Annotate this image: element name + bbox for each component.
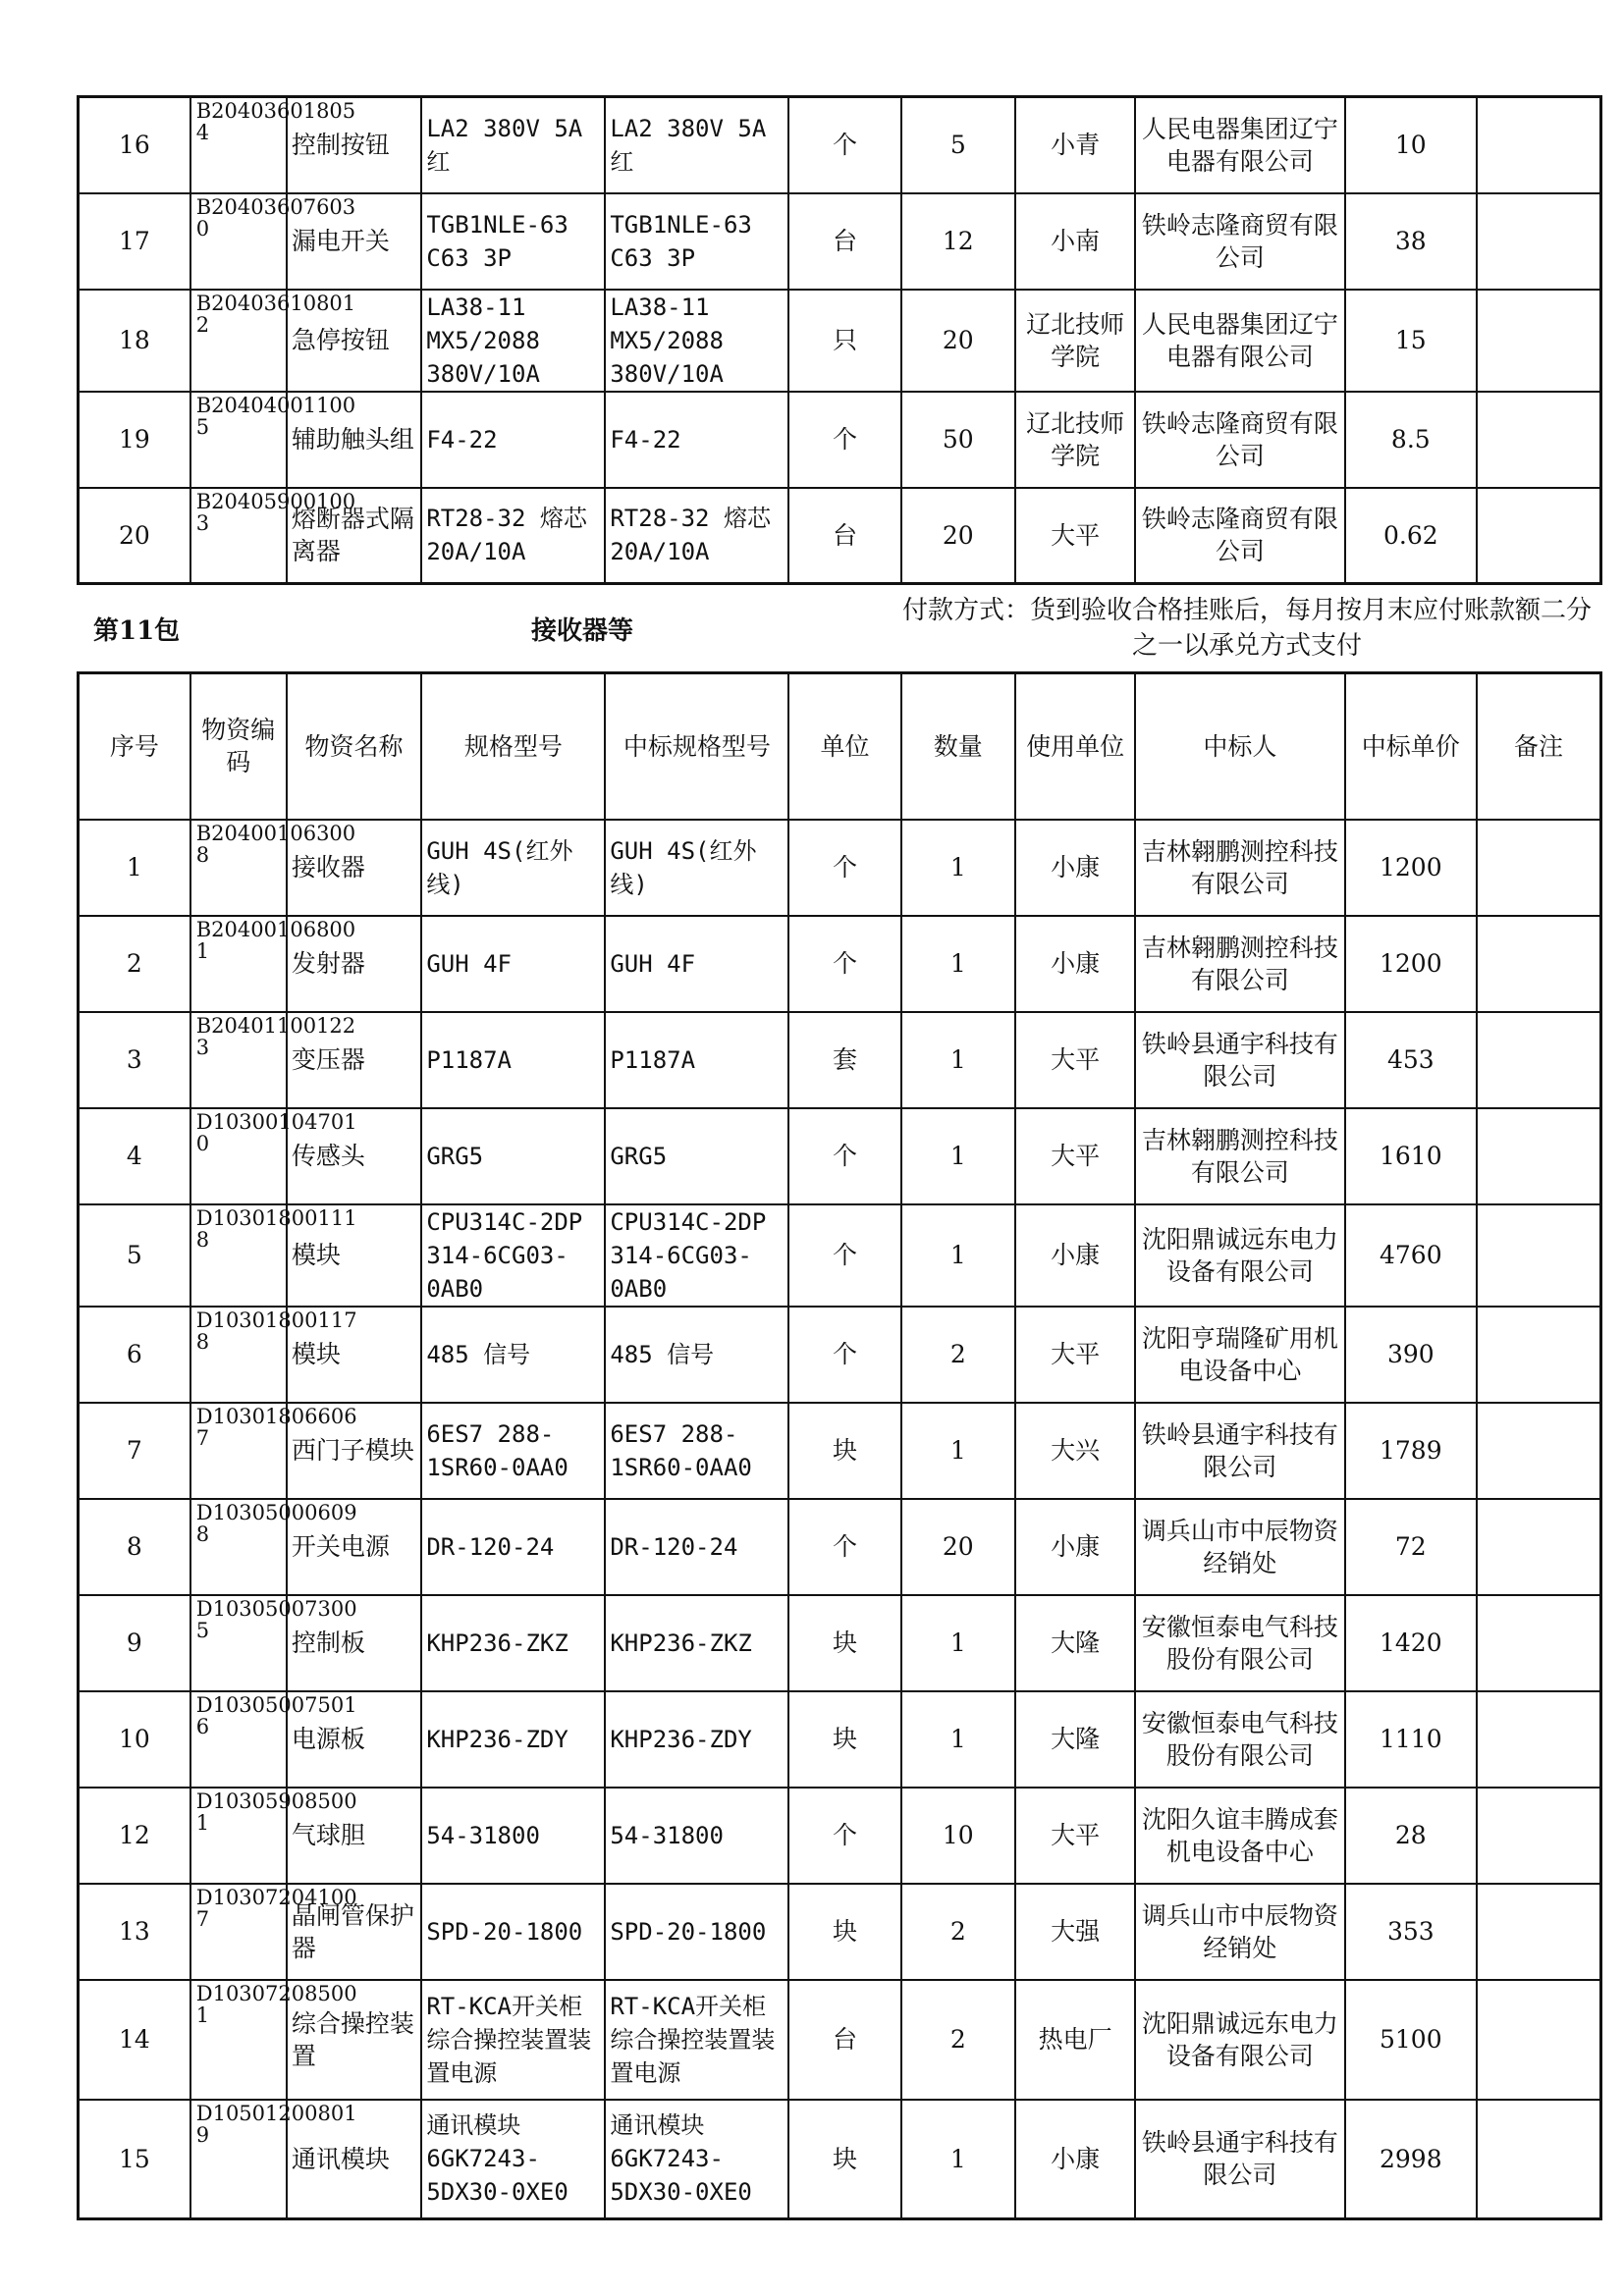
cell-name: 通讯模块: [287, 2100, 422, 2219]
table-header-row: [79, 673, 1601, 820]
cell-note: [1477, 1108, 1600, 1204]
cell-spec: LA38-11 MX5/2088 380V/10A: [421, 290, 605, 392]
cell-winner: 铁岭县通宇科技有限公司: [1135, 2100, 1344, 2219]
cell-no: 16: [79, 97, 190, 193]
cell-qty: 2: [901, 1980, 1015, 2100]
cell-winner: 吉林翱鹏测控科技有限公司: [1135, 820, 1344, 916]
cell-code: B20403610801 2: [190, 290, 287, 392]
cell-price: 0.62: [1345, 488, 1477, 584]
cell-code: B20405900100 3: [190, 488, 287, 584]
cell-winner: 铁岭志隆商贸有限公司: [1135, 488, 1344, 584]
cell-price: 28: [1345, 1788, 1477, 1884]
table-row: [79, 488, 1601, 584]
cell-name: 西门子模块: [287, 1403, 422, 1499]
cell-bid-spec: GRG5: [605, 1108, 788, 1204]
cell-winner: 吉林翱鹏测控科技有限公司: [1135, 916, 1344, 1012]
payment-terms: 付款方式：货到验收合格挂账后，每月按月末应付账款额二分之一以承兑方式支付: [901, 596, 1592, 661]
cell-unit: 块: [788, 2100, 900, 2219]
cell-unit: 个: [788, 97, 900, 193]
cell-unit: 个: [788, 1204, 900, 1307]
cell-user: 小青: [1015, 97, 1135, 193]
table-row: [79, 2100, 1601, 2219]
cell-unit: 个: [788, 392, 900, 488]
cell-unit: 只: [788, 290, 900, 392]
cell-no: 19: [79, 392, 190, 488]
package-name: 接收器等: [531, 616, 634, 646]
cell-note: [1477, 1691, 1600, 1788]
cell-spec: TGB1NLE-63 C63 3P: [421, 193, 605, 290]
cell-note: [1477, 1980, 1600, 2100]
cell-code: B20400106800 1: [190, 916, 287, 1012]
cell-unit: 个: [788, 916, 900, 1012]
cell-user: 大平: [1015, 1788, 1135, 1884]
table-row: [79, 820, 1601, 916]
table-row: [79, 392, 1601, 488]
cell-unit: 个: [788, 1108, 900, 1204]
cell-qty: 20: [901, 1499, 1015, 1595]
cell-no: 1: [79, 820, 190, 916]
cell-user: 大平: [1015, 1108, 1135, 1204]
cell-no: 20: [79, 488, 190, 584]
cell-bid-spec: LA2 380V 5A 红: [605, 97, 788, 193]
cell-bid-spec: GUH 4S(红外线): [605, 820, 788, 916]
cell-unit: 个: [788, 1307, 900, 1403]
cell-bid-spec: RT28-32 熔芯 20A/10A: [605, 488, 788, 584]
cell-note: [1477, 916, 1600, 1012]
cell-no: 8: [79, 1499, 190, 1595]
cell-qty: 1: [901, 1204, 1015, 1307]
header-no: 序号: [79, 673, 190, 820]
header-user: 使用单位: [1015, 673, 1135, 820]
cell-user: 大平: [1015, 1307, 1135, 1403]
cell-winner: 调兵山市中辰物资经销处: [1135, 1884, 1344, 1980]
cell-spec: KHP236-ZDY: [421, 1691, 605, 1788]
cell-spec: RT-KCA开关柜综合操控装置装置电源: [421, 1980, 605, 2100]
cell-no: 18: [79, 290, 190, 392]
header-name: 物资名称: [287, 673, 422, 820]
cell-winner: 铁岭县通宇科技有限公司: [1135, 1403, 1344, 1499]
cell-qty: 1: [901, 1012, 1015, 1108]
cell-spec: KHP236-ZKZ: [421, 1595, 605, 1691]
cell-code: D10501200801 9: [190, 2100, 287, 2219]
table-row: [79, 1884, 1601, 1980]
cell-user: 大强: [1015, 1884, 1135, 1980]
cell-bid-spec: TGB1NLE-63 C63 3P: [605, 193, 788, 290]
cell-price: 390: [1345, 1307, 1477, 1403]
cell-winner: 人民电器集团辽宁电器有限公司: [1135, 97, 1344, 193]
cell-note: [1477, 1788, 1600, 1884]
cell-no: 17: [79, 193, 190, 290]
cell-note: [1477, 193, 1600, 290]
cell-user: 小康: [1015, 1204, 1135, 1307]
cell-no: 9: [79, 1595, 190, 1691]
table-row: [79, 193, 1601, 290]
cell-note: [1477, 820, 1600, 916]
cell-bid-spec: DR-120-24: [605, 1499, 788, 1595]
cell-no: 7: [79, 1403, 190, 1499]
cell-price: 453: [1345, 1012, 1477, 1108]
cell-bid-spec: 485 信号: [605, 1307, 788, 1403]
cell-no: 2: [79, 916, 190, 1012]
cell-note: [1477, 1499, 1600, 1595]
cell-name: 漏电开关: [287, 193, 422, 290]
cell-user: 小康: [1015, 916, 1135, 1012]
cell-unit: 套: [788, 1012, 900, 1108]
cell-qty: 5: [901, 97, 1015, 193]
cell-price: 38: [1345, 193, 1477, 290]
cell-winner: 铁岭县通宇科技有限公司: [1135, 1012, 1344, 1108]
cell-unit: 台: [788, 1980, 900, 2100]
cell-user: 热电厂: [1015, 1980, 1135, 2100]
cell-qty: 1: [901, 1403, 1015, 1499]
cell-bid-spec: CPU314C-2DP 314-6CG03-0AB0: [605, 1204, 788, 1307]
cell-winner: 调兵山市中辰物资经销处: [1135, 1499, 1344, 1595]
cell-spec: P1187A: [421, 1012, 605, 1108]
cell-user: 小康: [1015, 1499, 1135, 1595]
package-11-table: [77, 671, 1602, 2220]
cell-winner: 人民电器集团辽宁电器有限公司: [1135, 290, 1344, 392]
cell-qty: 2: [901, 1884, 1015, 1980]
cell-user: 大隆: [1015, 1595, 1135, 1691]
cell-note: [1477, 290, 1600, 392]
cell-winner: 铁岭志隆商贸有限公司: [1135, 193, 1344, 290]
cell-qty: 12: [901, 193, 1015, 290]
cell-name: 模块: [287, 1307, 422, 1403]
header-winner: 中标人: [1135, 673, 1344, 820]
cell-name: 辅助触头组: [287, 392, 422, 488]
cell-bid-spec: KHP236-ZKZ: [605, 1595, 788, 1691]
header-bid-spec: 中标规格型号: [605, 673, 788, 820]
cell-unit: 块: [788, 1884, 900, 1980]
table-row: [79, 1307, 1601, 1403]
cell-spec: GUH 4F: [421, 916, 605, 1012]
cell-winner: 吉林翱鹏测控科技有限公司: [1135, 1108, 1344, 1204]
header-spec: 规格型号: [421, 673, 605, 820]
cell-unit: 台: [788, 193, 900, 290]
cell-qty: 1: [901, 2100, 1015, 2219]
cell-spec: RT28-32 熔芯 20A/10A: [421, 488, 605, 584]
cell-price: 1610: [1345, 1108, 1477, 1204]
cell-note: [1477, 1204, 1600, 1307]
cell-code: D10301800117 8: [190, 1307, 287, 1403]
cell-user: 辽北技师学院: [1015, 392, 1135, 488]
cell-name: 接收器: [287, 820, 422, 916]
cell-note: [1477, 392, 1600, 488]
cell-code: B20401100122 3: [190, 1012, 287, 1108]
cell-bid-spec: 通讯模块 6GK7243-5DX30-0XE0: [605, 2100, 788, 2219]
cell-code: D10301800111 8: [190, 1204, 287, 1307]
cell-price: 15: [1345, 290, 1477, 392]
cell-price: 8.5: [1345, 392, 1477, 488]
cell-qty: 1: [901, 1691, 1015, 1788]
cell-bid-spec: GUH 4F: [605, 916, 788, 1012]
cell-qty: 20: [901, 488, 1015, 584]
cell-note: [1477, 1012, 1600, 1108]
table-row: [79, 1403, 1601, 1499]
cell-note: [1477, 1307, 1600, 1403]
cell-price: 4760: [1345, 1204, 1477, 1307]
cell-name: 急停按钮: [287, 290, 422, 392]
table-row: [79, 1499, 1601, 1595]
cell-name: 开关电源: [287, 1499, 422, 1595]
cell-user: 大平: [1015, 1012, 1135, 1108]
cell-winner: 沈阳久谊丰腾成套机电设备中心: [1135, 1788, 1344, 1884]
cell-user: 小南: [1015, 193, 1135, 290]
cell-bid-spec: RT-KCA开关柜综合操控装置装置电源: [605, 1980, 788, 2100]
cell-spec: LA2 380V 5A 红: [421, 97, 605, 193]
cell-name: 变压器: [287, 1012, 422, 1108]
cell-spec: SPD-20-1800: [421, 1884, 605, 1980]
cell-code: B20403601805 4: [190, 97, 287, 193]
cell-name: 控制板: [287, 1595, 422, 1691]
cell-user: 小康: [1015, 820, 1135, 916]
cell-name: 气球胆: [287, 1788, 422, 1884]
cell-spec: 54-31800: [421, 1788, 605, 1884]
cell-bid-spec: P1187A: [605, 1012, 788, 1108]
cell-no: 14: [79, 1980, 190, 2100]
cell-user: 大平: [1015, 488, 1135, 584]
cell-code: D10305000609 8: [190, 1499, 287, 1595]
cell-no: 5: [79, 1204, 190, 1307]
cell-note: [1477, 2100, 1600, 2219]
cell-code: B20400106300 8: [190, 820, 287, 916]
cell-code: D10305007300 5: [190, 1595, 287, 1691]
cell-spec: CPU314C-2DP 314-6CG03-0AB0: [421, 1204, 605, 1307]
cell-price: 5100: [1345, 1980, 1477, 2100]
cell-bid-spec: LA38-11 MX5/2088 380V/10A: [605, 290, 788, 392]
cell-no: 6: [79, 1307, 190, 1403]
cell-unit: 个: [788, 1499, 900, 1595]
cell-unit: 个: [788, 820, 900, 916]
cell-price: 1789: [1345, 1403, 1477, 1499]
cell-qty: 50: [901, 392, 1015, 488]
cell-note: [1477, 97, 1600, 193]
cell-code: D10307204100 7: [190, 1884, 287, 1980]
cell-price: 1200: [1345, 820, 1477, 916]
cell-no: 12: [79, 1788, 190, 1884]
table-row: [79, 1204, 1601, 1307]
cell-winner: 沈阳亨瑞隆矿用机电设备中心: [1135, 1307, 1344, 1403]
prev-package-table: [77, 95, 1602, 585]
cell-note: [1477, 1884, 1600, 1980]
table-row: [79, 1108, 1601, 1204]
cell-note: [1477, 1403, 1600, 1499]
cell-user: 辽北技师学院: [1015, 290, 1135, 392]
cell-spec: GRG5: [421, 1108, 605, 1204]
cell-unit: 台: [788, 488, 900, 584]
cell-price: 10: [1345, 97, 1477, 193]
cell-user: 小康: [1015, 2100, 1135, 2219]
cell-price: 2998: [1345, 2100, 1477, 2219]
cell-name: 模块: [287, 1204, 422, 1307]
cell-no: 10: [79, 1691, 190, 1788]
cell-name: 综合操控装置: [287, 1980, 422, 2100]
cell-name: 传感头: [287, 1108, 422, 1204]
cell-spec: 通讯模块 6GK7243-5DX30-0XE0: [421, 2100, 605, 2219]
header-price: 中标单价: [1345, 673, 1477, 820]
cell-qty: 2: [901, 1307, 1015, 1403]
cell-qty: 20: [901, 290, 1015, 392]
cell-qty: 1: [901, 1595, 1015, 1691]
header-note: 备注: [1477, 673, 1600, 820]
cell-code: D10301806606 7: [190, 1403, 287, 1499]
cell-name: 电源板: [287, 1691, 422, 1788]
table-row: [79, 1595, 1601, 1691]
cell-qty: 1: [901, 916, 1015, 1012]
cell-code: D10300104701 0: [190, 1108, 287, 1204]
table-row: [79, 1691, 1601, 1788]
cell-user: 大兴: [1015, 1403, 1135, 1499]
cell-code: B20404001100 5: [190, 392, 287, 488]
cell-bid-spec: 6ES7 288-1SR60-0AA0: [605, 1403, 788, 1499]
cell-price: 353: [1345, 1884, 1477, 1980]
cell-name: 熔断器式隔离器: [287, 488, 422, 584]
cell-note: [1477, 1595, 1600, 1691]
cell-winner: 沈阳鼎诚远东电力设备有限公司: [1135, 1204, 1344, 1307]
cell-bid-spec: SPD-20-1800: [605, 1884, 788, 1980]
cell-spec: 6ES7 288-1SR60-0AA0: [421, 1403, 605, 1499]
table-row: [79, 290, 1601, 392]
table-row: [79, 97, 1601, 193]
cell-winner: 铁岭志隆商贸有限公司: [1135, 392, 1344, 488]
cell-qty: 1: [901, 820, 1015, 916]
cell-winner: 安徽恒泰电气科技股份有限公司: [1135, 1595, 1344, 1691]
table-row: [79, 1788, 1601, 1884]
cell-code: D10307208500 1: [190, 1980, 287, 2100]
cell-no: 15: [79, 2100, 190, 2219]
cell-unit: 块: [788, 1403, 900, 1499]
package-label: 第11包: [93, 616, 181, 646]
cell-code: B20403607603 0: [190, 193, 287, 290]
cell-no: 3: [79, 1012, 190, 1108]
cell-spec: 485 信号: [421, 1307, 605, 1403]
cell-name: 晶闸管保护器: [287, 1884, 422, 1980]
cell-name: 控制按钮: [287, 97, 422, 193]
cell-spec: GUH 4S(红外线): [421, 820, 605, 916]
cell-price: 1420: [1345, 1595, 1477, 1691]
cell-note: [1477, 488, 1600, 584]
cell-no: 13: [79, 1884, 190, 1980]
header-unit: 单位: [788, 673, 900, 820]
header-qty: 数量: [901, 673, 1015, 820]
table-row: [79, 1012, 1601, 1108]
cell-bid-spec: KHP236-ZDY: [605, 1691, 788, 1788]
cell-user: 大隆: [1015, 1691, 1135, 1788]
header-code: 物资编码: [190, 673, 287, 820]
cell-price: 1200: [1345, 916, 1477, 1012]
cell-winner: 安徽恒泰电气科技股份有限公司: [1135, 1691, 1344, 1788]
table-row: [79, 1980, 1601, 2100]
cell-unit: 块: [788, 1691, 900, 1788]
cell-code: D10305007501 6: [190, 1691, 287, 1788]
cell-no: 4: [79, 1108, 190, 1204]
cell-price: 72: [1345, 1499, 1477, 1595]
cell-spec: DR-120-24: [421, 1499, 605, 1595]
cell-spec: F4-22: [421, 392, 605, 488]
cell-bid-spec: 54-31800: [605, 1788, 788, 1884]
cell-unit: 个: [788, 1788, 900, 1884]
cell-name: 发射器: [287, 916, 422, 1012]
cell-winner: 沈阳鼎诚远东电力设备有限公司: [1135, 1980, 1344, 2100]
cell-price: 1110: [1345, 1691, 1477, 1788]
cell-qty: 10: [901, 1788, 1015, 1884]
cell-code: D10305908500 1: [190, 1788, 287, 1884]
table-row: [79, 916, 1601, 1012]
cell-qty: 1: [901, 1108, 1015, 1204]
cell-bid-spec: F4-22: [605, 392, 788, 488]
cell-unit: 块: [788, 1595, 900, 1691]
